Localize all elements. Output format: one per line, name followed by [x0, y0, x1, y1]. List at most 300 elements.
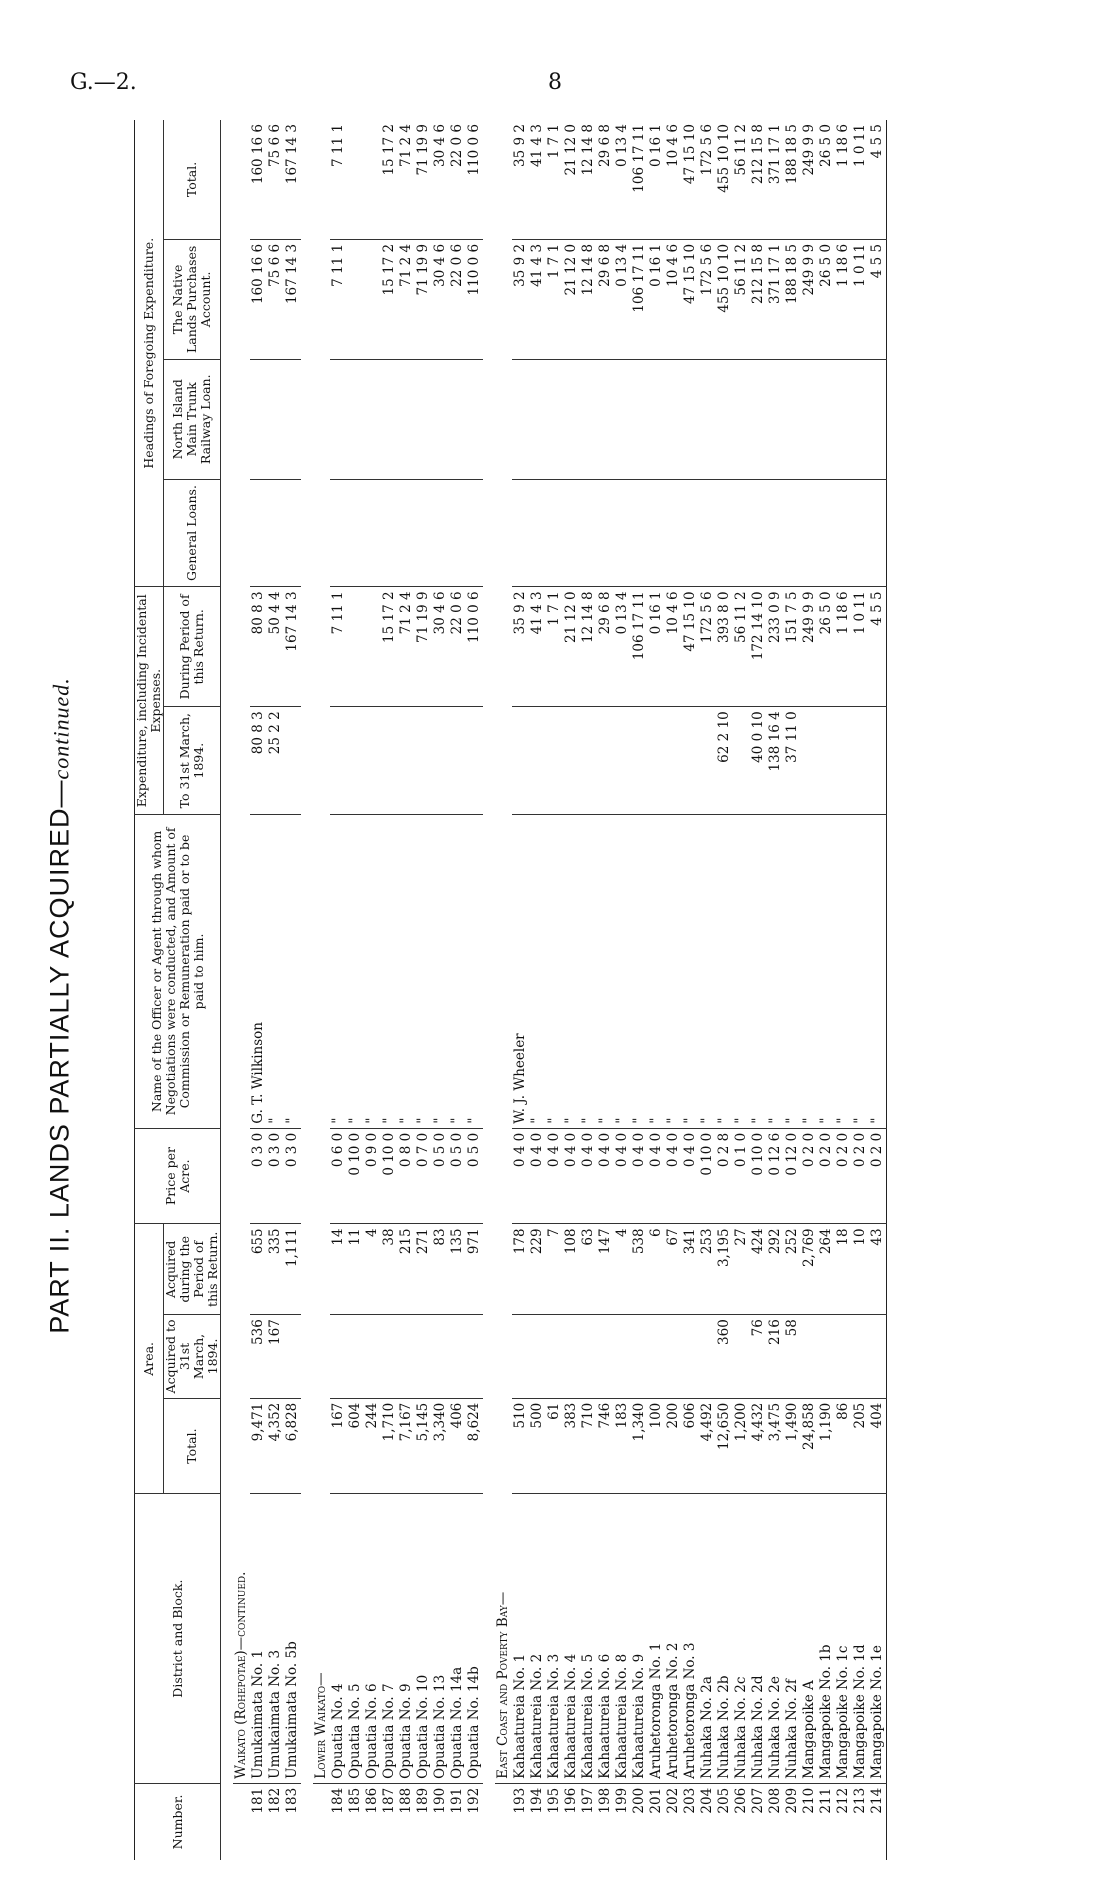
table-row [563, 120, 580, 1860]
officer-name: " [835, 815, 852, 1129]
row-number: 181 [250, 1787, 266, 1814]
area-acquired-to: 76 [750, 1315, 767, 1399]
expenditure-during [364, 587, 381, 707]
number-cell [313, 1783, 330, 1860]
table-row [733, 120, 750, 1860]
expenditure-during: 233 0 9 [767, 587, 784, 707]
expenditure-during: 7 11 1 [330, 587, 347, 707]
section-heading: East Coast and Poverty Bay— [495, 1494, 512, 1783]
row-total: 249 9 9 [801, 120, 818, 239]
block-name: Kahaatureia No. 5 [580, 1494, 597, 1783]
area-acquired-during: 971 [466, 1224, 483, 1315]
row-number: 208 [767, 1787, 783, 1814]
general-loans-cell [284, 479, 301, 587]
price-per-acre: 0 3 0 [284, 1128, 301, 1224]
row-number: 212 [835, 1787, 851, 1814]
native-lands-amount: 160 16 6 [250, 239, 267, 359]
row-number: 198 [597, 1787, 613, 1814]
native-lands-amount: 188 18 5 [784, 239, 801, 359]
price-per-acre: 0 4 0 [580, 1128, 597, 1224]
nimt-cell [364, 359, 381, 479]
rotated-table-container [134, 120, 1094, 1860]
nimt-cell [801, 359, 818, 479]
col-general-loans: General Loans. [164, 479, 221, 587]
expenditure-during: 47 15 10 [682, 587, 699, 707]
officer-name: " [347, 815, 364, 1129]
block-name: Aruhetoronga No. 3 [682, 1494, 699, 1783]
row-total: 1 18 6 [835, 120, 852, 239]
table-row [529, 120, 546, 1860]
row-total: 10 4 6 [665, 120, 682, 239]
expenditure-to [466, 707, 483, 815]
general-loans-cell [699, 479, 716, 587]
area-acquired-during: 215 [398, 1224, 415, 1315]
expenditure-to [432, 707, 449, 815]
row-total: 0 13 4 [614, 120, 631, 239]
nimt-cell [699, 359, 716, 479]
part-title-suffix: continued. [48, 677, 74, 780]
officer-name: " [631, 815, 648, 1129]
native-lands-amount: 371 17 1 [767, 239, 784, 359]
area-acquired-during: 11 [347, 1224, 364, 1315]
area-total: 24,858 [801, 1398, 818, 1494]
officer-name: " [750, 815, 767, 1129]
section-spacer [301, 120, 313, 1860]
general-loans-cell [432, 479, 449, 587]
row-number: 196 [563, 1787, 579, 1814]
price-per-acre: 0 3 0 [250, 1128, 267, 1224]
block-name: Mangapoike No. 1b [818, 1494, 835, 1783]
block-name: Kahaatureia No. 8 [614, 1494, 631, 1783]
row-total: 1 0 11 [852, 120, 869, 239]
table-row [631, 120, 648, 1860]
area-acquired-to: 167 [267, 1315, 284, 1399]
area-acquired-during: 135 [449, 1224, 466, 1315]
native-lands-amount: 56 11 2 [733, 239, 750, 359]
block-name: Opuatia No. 6 [364, 1494, 381, 1783]
expenditure-during: 1 18 6 [835, 587, 852, 707]
block-name: Nuhaka No. 2a [699, 1494, 716, 1783]
native-lands-amount: 12 14 8 [580, 239, 597, 359]
area-acquired-to [835, 1315, 852, 1399]
expenditure-to [852, 707, 869, 815]
officer-name: " [699, 815, 716, 1129]
officer-name: " [716, 815, 733, 1129]
row-total [347, 120, 364, 239]
area-acquired-during: 83 [432, 1224, 449, 1315]
row-total: 22 0 6 [449, 120, 466, 239]
expenditure-to [546, 707, 563, 815]
price-per-acre: 0 10 0 [699, 1128, 716, 1224]
general-loans-cell [330, 479, 347, 587]
general-loans-cell [512, 479, 529, 587]
nimt-cell [665, 359, 682, 479]
area-acquired-to [869, 1315, 887, 1399]
area-total: 3,340 [432, 1398, 449, 1494]
area-acquired-to: 58 [784, 1315, 801, 1399]
general-loans-cell [716, 479, 733, 587]
expenditure-during: 249 9 9 [801, 587, 818, 707]
nimt-cell [546, 359, 563, 479]
expenditure-to [563, 707, 580, 815]
row-total: 71 19 9 [415, 120, 432, 239]
expenditure-to [398, 707, 415, 815]
table-row [250, 120, 267, 1860]
area-total: 244 [364, 1398, 381, 1494]
row-number: 203 [682, 1787, 698, 1814]
table-row [835, 120, 852, 1860]
row-total [364, 120, 381, 239]
block-name: Mangapoike No. 1c [835, 1494, 852, 1783]
area-acquired-during: 1,111 [284, 1224, 301, 1315]
price-per-acre: 0 9 0 [364, 1128, 381, 1224]
lands-table [134, 120, 887, 1860]
block-name: Nuhaka No. 2d [750, 1494, 767, 1783]
row-total: 167 14 3 [284, 120, 301, 239]
native-lands-amount [364, 239, 381, 359]
officer-name: " [733, 815, 750, 1129]
general-loans-cell [784, 479, 801, 587]
block-name: Nuhaka No. 2b [716, 1494, 733, 1783]
expenditure-to [648, 707, 665, 815]
table-row [699, 120, 716, 1860]
nimt-cell [267, 359, 284, 479]
general-loans-cell [563, 479, 580, 587]
nimt-cell [330, 359, 347, 479]
area-acquired-during: 229 [529, 1224, 546, 1315]
nimt-cell [563, 359, 580, 479]
area-total: 1,340 [631, 1398, 648, 1494]
nimt-cell [512, 359, 529, 479]
expenditure-during: 10 4 6 [665, 587, 682, 707]
native-lands-amount: 7 11 1 [330, 239, 347, 359]
block-name: Nuhaka No. 2f [784, 1494, 801, 1783]
row-number: 186 [364, 1787, 380, 1814]
native-lands-amount: 75 6 6 [267, 239, 284, 359]
area-acquired-to: 216 [767, 1315, 784, 1399]
expenditure-to [415, 707, 432, 815]
area-acquired-during: 6 [648, 1224, 665, 1315]
area-total: 4,432 [750, 1398, 767, 1494]
officer-name: G. T. Wilkinson [250, 815, 267, 1129]
row-number: 199 [614, 1787, 630, 1814]
officer-name: " [284, 815, 301, 1129]
expenditure-to: 80 8 3 [250, 707, 267, 815]
table-row [597, 120, 614, 1860]
col-area-total: Total. [164, 1398, 221, 1494]
area-acquired-during: 341 [682, 1224, 699, 1315]
price-per-acre: 0 4 0 [546, 1128, 563, 1224]
native-lands-amount: 212 15 8 [750, 239, 767, 359]
price-per-acre: 0 5 0 [432, 1128, 449, 1224]
area-acquired-during: 335 [267, 1224, 284, 1315]
row-total: 4 5 5 [869, 120, 887, 239]
nimt-cell [415, 359, 432, 479]
row-number: 192 [466, 1787, 482, 1814]
row-number: 204 [699, 1787, 715, 1814]
expenditure-to [284, 707, 301, 815]
expenditure-to [381, 707, 398, 815]
price-per-acre: 0 2 0 [869, 1128, 887, 1224]
price-per-acre: 0 4 0 [682, 1128, 699, 1224]
table-row [432, 120, 449, 1860]
area-acquired-to [466, 1315, 483, 1399]
expenditure-to: 40 0 10 [750, 707, 767, 815]
expenditure-during: 22 0 6 [449, 587, 466, 707]
officer-name: " [869, 815, 887, 1129]
price-per-acre: 0 4 0 [631, 1128, 648, 1224]
general-loans-cell [801, 479, 818, 587]
area-total: 7,167 [398, 1398, 415, 1494]
area-acquired-to [597, 1315, 614, 1399]
price-per-acre: 0 12 0 [784, 1128, 801, 1224]
col-acq-during: Acquired during the Period of this Return. [164, 1224, 221, 1315]
expenditure-during: 393 8 0 [716, 587, 733, 707]
general-loans-cell [767, 479, 784, 587]
nimt-cell [869, 359, 887, 479]
native-lands-amount: 21 12 0 [563, 239, 580, 359]
area-acquired-to [682, 1315, 699, 1399]
table-row [648, 120, 665, 1860]
row-total: 172 5 6 [699, 120, 716, 239]
area-total: 510 [512, 1398, 529, 1494]
area-total: 604 [347, 1398, 364, 1494]
nimt-cell [784, 359, 801, 479]
expenditure-to [631, 707, 648, 815]
general-loans-cell [398, 479, 415, 587]
expenditure-to [665, 707, 682, 815]
block-name: Umukaimata No. 3 [267, 1494, 284, 1783]
expenditure-during: 12 14 8 [580, 587, 597, 707]
expenditure-to: 37 11 0 [784, 707, 801, 815]
area-total: 5,145 [415, 1398, 432, 1494]
area-acquired-during: 655 [250, 1224, 267, 1315]
section-heading: Lower Waikato— [313, 1494, 330, 1783]
table-row [466, 120, 483, 1860]
block-name: Kahaatureia No. 9 [631, 1494, 648, 1783]
expenditure-to [512, 707, 529, 815]
native-lands-amount: 41 4 3 [529, 239, 546, 359]
area-total: 86 [835, 1398, 852, 1494]
table-row [869, 120, 887, 1860]
expenditure-to [449, 707, 466, 815]
row-number: 184 [330, 1787, 346, 1814]
row-number: 187 [381, 1787, 397, 1814]
general-loans-cell [580, 479, 597, 587]
area-total: 100 [648, 1398, 665, 1494]
general-loans-cell [347, 479, 364, 587]
officer-name: " [767, 815, 784, 1129]
officer-name: " [381, 815, 398, 1129]
nimt-cell [529, 359, 546, 479]
price-per-acre: 0 10 0 [381, 1128, 398, 1224]
price-per-acre: 0 3 0 [267, 1128, 284, 1224]
expenditure-during: 4 5 5 [869, 587, 887, 707]
area-acquired-to [347, 1315, 364, 1399]
nimt-cell [398, 359, 415, 479]
nimt-cell [733, 359, 750, 479]
expenditure-during: 106 17 11 [631, 587, 648, 707]
price-per-acre: 0 10 0 [750, 1128, 767, 1224]
expenditure-during: 172 5 6 [699, 587, 716, 707]
expenditure-to [330, 707, 347, 815]
price-per-acre: 0 2 0 [852, 1128, 869, 1224]
officer-name: W. J. Wheeler [512, 815, 529, 1129]
area-acquired-during: 108 [563, 1224, 580, 1315]
nimt-cell [682, 359, 699, 479]
general-loans-cell [733, 479, 750, 587]
area-acquired-during: 4 [364, 1224, 381, 1315]
row-total: 47 15 10 [682, 120, 699, 239]
area-acquired-to [665, 1315, 682, 1399]
price-per-acre: 0 4 0 [529, 1128, 546, 1224]
block-name: Opuatia No. 14a [449, 1494, 466, 1783]
nimt-cell [852, 359, 869, 479]
officer-name: " [614, 815, 631, 1129]
nimt-cell [284, 359, 301, 479]
general-loans-cell [415, 479, 432, 587]
area-total: 200 [665, 1398, 682, 1494]
row-number: 188 [398, 1787, 414, 1814]
native-lands-amount: 47 15 10 [682, 239, 699, 359]
row-number: 211 [818, 1787, 834, 1814]
native-lands-amount: 30 4 6 [432, 239, 449, 359]
expenditure-to [347, 707, 364, 815]
row-number: 207 [750, 1787, 766, 1814]
expenditure-during: 29 6 8 [597, 587, 614, 707]
block-name: Umukaimata No. 5b [284, 1494, 301, 1783]
expenditure-to [529, 707, 546, 815]
area-total: 6,828 [284, 1398, 301, 1494]
native-lands-amount: 22 0 6 [449, 239, 466, 359]
area-acquired-during: 43 [869, 1224, 887, 1315]
expenditure-during: 0 13 4 [614, 587, 631, 707]
nimt-cell [347, 359, 364, 479]
row-total: 1 7 1 [546, 120, 563, 239]
price-per-acre: 0 7 0 [415, 1128, 432, 1224]
table-row [614, 120, 631, 1860]
general-loans-cell [750, 479, 767, 587]
row-number: 194 [529, 1787, 545, 1814]
area-acquired-during: 253 [699, 1224, 716, 1315]
general-loans-cell [665, 479, 682, 587]
area-acquired-to [512, 1315, 529, 1399]
row-total: 110 0 6 [466, 120, 483, 239]
native-lands-amount: 15 17 2 [381, 239, 398, 359]
expenditure-to [580, 707, 597, 815]
block-name: Opuatia No. 9 [398, 1494, 415, 1783]
area-acquired-during: 4 [614, 1224, 631, 1315]
row-number: 190 [432, 1787, 448, 1814]
area-acquired-to [529, 1315, 546, 1399]
general-loans-cell [631, 479, 648, 587]
expenditure-during: 71 19 9 [415, 587, 432, 707]
general-loans-cell [364, 479, 381, 587]
row-number: 189 [415, 1787, 431, 1814]
native-lands-amount: 29 6 8 [597, 239, 614, 359]
price-per-acre: 0 4 0 [512, 1128, 529, 1224]
area-total: 1,490 [784, 1398, 801, 1494]
expenditure-during: 30 4 6 [432, 587, 449, 707]
price-per-acre: 0 4 0 [665, 1128, 682, 1224]
area-acquired-during: 538 [631, 1224, 648, 1315]
row-total: 160 16 6 [250, 120, 267, 239]
expenditure-during: 151 7 5 [784, 587, 801, 707]
row-number: 183 [284, 1787, 300, 1814]
price-per-acre: 0 5 0 [449, 1128, 466, 1224]
native-lands-amount: 106 17 11 [631, 239, 648, 359]
area-total: 4,492 [699, 1398, 716, 1494]
row-total: 26 5 0 [818, 120, 835, 239]
table-row [784, 120, 801, 1860]
row-number: 205 [716, 1787, 732, 1814]
native-lands-amount [347, 239, 364, 359]
table-row [767, 120, 784, 1860]
table-row [665, 120, 682, 1860]
price-per-acre: 0 2 0 [835, 1128, 852, 1224]
table-row [750, 120, 767, 1860]
document-code: G.—2. [70, 70, 137, 95]
area-acquired-to: 536 [250, 1315, 267, 1399]
native-lands-amount: 110 0 6 [466, 239, 483, 359]
spacer-cell [301, 1783, 313, 1860]
native-lands-amount: 0 13 4 [614, 239, 631, 359]
nimt-cell [648, 359, 665, 479]
price-per-acre: 0 5 0 [466, 1128, 483, 1224]
expenditure-during: 1 7 1 [546, 587, 563, 707]
section-heading-row [233, 120, 250, 1860]
officer-name: " [529, 815, 546, 1129]
expenditure-during: 15 17 2 [381, 587, 398, 707]
area-acquired-to [733, 1315, 750, 1399]
nimt-cell [750, 359, 767, 479]
area-acquired-to [284, 1315, 301, 1399]
row-total: 21 12 0 [563, 120, 580, 239]
general-loans-cell [852, 479, 869, 587]
general-loans-cell [250, 479, 267, 587]
row-number: 201 [648, 1787, 664, 1814]
general-loans-cell [597, 479, 614, 587]
table-row [398, 120, 415, 1860]
area-total: 606 [682, 1398, 699, 1494]
row-number: 206 [733, 1787, 749, 1814]
area-total: 167 [330, 1398, 347, 1494]
area-total: 4,352 [267, 1398, 284, 1494]
area-acquired-to [852, 1315, 869, 1399]
area-acquired-during: 178 [512, 1224, 529, 1315]
expenditure-during: 21 12 0 [563, 587, 580, 707]
area-acquired-during: 67 [665, 1224, 682, 1315]
row-total: 75 6 6 [267, 120, 284, 239]
area-acquired-during: 7 [546, 1224, 563, 1315]
area-total: 406 [449, 1398, 466, 1494]
expenditure-during: 167 14 3 [284, 587, 301, 707]
general-loans-cell [682, 479, 699, 587]
row-number: 191 [449, 1787, 465, 1814]
area-acquired-during: 147 [597, 1224, 614, 1315]
block-name: Kahaatureia No. 4 [563, 1494, 580, 1783]
expenditure-to [733, 707, 750, 815]
block-name: Opuatia No. 13 [432, 1494, 449, 1783]
area-acquired-to [818, 1315, 835, 1399]
nimt-cell [631, 359, 648, 479]
table-row [449, 120, 466, 1860]
col-district: District and Block. [135, 1494, 221, 1783]
price-per-acre: 0 2 0 [801, 1128, 818, 1224]
block-name: Opuatia No. 4 [330, 1494, 347, 1783]
area-total: 205 [852, 1398, 869, 1494]
officer-name: " [784, 815, 801, 1129]
